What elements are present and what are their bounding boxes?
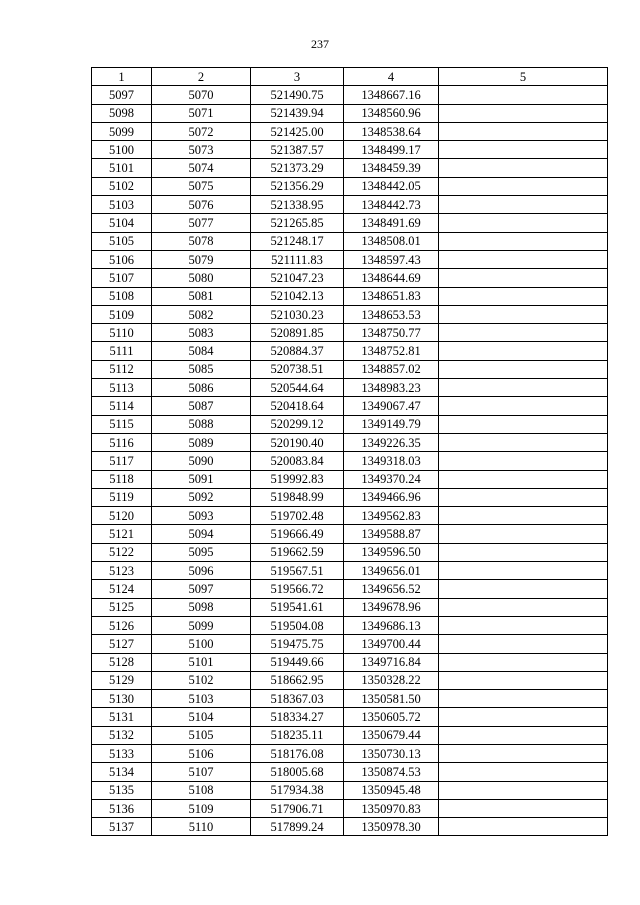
x-coordinate-cell: 517899.24: [251, 818, 344, 836]
sequence-number-cell: 5070: [152, 86, 251, 104]
y-coordinate-cell: 1348597.43: [344, 250, 439, 268]
sequence-number-cell: 5083: [152, 324, 251, 342]
y-coordinate-cell: 1349149.79: [344, 415, 439, 433]
sequence-number-cell: 5104: [152, 708, 251, 726]
x-coordinate-cell: 517906.71: [251, 799, 344, 817]
x-coordinate-cell: 521265.85: [251, 214, 344, 232]
note-cell: [439, 159, 608, 177]
point-number-cell: 5121: [92, 525, 152, 543]
column-header-2: 2: [152, 68, 251, 86]
y-coordinate-cell: 1349466.96: [344, 488, 439, 506]
table-row: [92, 196, 608, 214]
note-cell: [439, 214, 608, 232]
point-number-cell: 5128: [92, 653, 152, 671]
sequence-number-cell: 5071: [152, 104, 251, 122]
coordinates-table: [91, 67, 608, 836]
sequence-number-cell: 5075: [152, 177, 251, 195]
y-coordinate-cell: 1349686.13: [344, 616, 439, 634]
x-coordinate-cell: 521111.83: [251, 250, 344, 268]
x-coordinate-cell: 519449.66: [251, 653, 344, 671]
x-coordinate-cell: 518367.03: [251, 690, 344, 708]
column-header-4: 4: [344, 68, 439, 86]
table-row: [92, 177, 608, 195]
note-cell: [439, 690, 608, 708]
x-coordinate-cell: 518662.95: [251, 671, 344, 689]
table-row: [92, 726, 608, 744]
point-number-cell: 5122: [92, 543, 152, 561]
note-cell: [439, 726, 608, 744]
point-number-cell: 5133: [92, 744, 152, 762]
x-coordinate-cell: 520891.85: [251, 324, 344, 342]
point-number-cell: 5132: [92, 726, 152, 744]
note-cell: [439, 598, 608, 616]
point-number-cell: 5100: [92, 141, 152, 159]
note-cell: [439, 177, 608, 195]
point-number-cell: 5106: [92, 250, 152, 268]
y-coordinate-cell: 1349318.03: [344, 452, 439, 470]
point-number-cell: 5120: [92, 507, 152, 525]
note-cell: [439, 744, 608, 762]
x-coordinate-cell: 519475.75: [251, 635, 344, 653]
sequence-number-cell: 5093: [152, 507, 251, 525]
point-number-cell: 5102: [92, 177, 152, 195]
sequence-number-cell: 5108: [152, 781, 251, 799]
y-coordinate-cell: 1348508.01: [344, 232, 439, 250]
note-cell: [439, 415, 608, 433]
note-cell: [439, 488, 608, 506]
table-row: [92, 616, 608, 634]
note-cell: [439, 287, 608, 305]
point-number-cell: 5117: [92, 452, 152, 470]
table-row: [92, 159, 608, 177]
sequence-number-cell: 5101: [152, 653, 251, 671]
note-cell: [439, 196, 608, 214]
sequence-number-cell: 5096: [152, 562, 251, 580]
sequence-number-cell: 5082: [152, 305, 251, 323]
x-coordinate-cell: 521425.00: [251, 122, 344, 140]
note-cell: [439, 122, 608, 140]
note-cell: [439, 653, 608, 671]
note-cell: [439, 379, 608, 397]
note-cell: [439, 818, 608, 836]
sequence-number-cell: 5100: [152, 635, 251, 653]
y-coordinate-cell: 1348538.64: [344, 122, 439, 140]
column-header-5: 5: [439, 68, 608, 86]
x-coordinate-cell: 519504.08: [251, 616, 344, 634]
note-cell: [439, 562, 608, 580]
point-number-cell: 5118: [92, 470, 152, 488]
x-coordinate-cell: 520190.40: [251, 433, 344, 451]
point-number-cell: 5111: [92, 342, 152, 360]
sequence-number-cell: 5078: [152, 232, 251, 250]
note-cell: [439, 104, 608, 122]
x-coordinate-cell: 518005.68: [251, 763, 344, 781]
y-coordinate-cell: 1348651.83: [344, 287, 439, 305]
x-coordinate-cell: 520083.84: [251, 452, 344, 470]
table-row: [92, 104, 608, 122]
header-row: [92, 68, 608, 86]
table-row: [92, 799, 608, 817]
note-cell: [439, 507, 608, 525]
sequence-number-cell: 5105: [152, 726, 251, 744]
table-row: [92, 86, 608, 104]
x-coordinate-cell: 521490.75: [251, 86, 344, 104]
table-row: [92, 635, 608, 653]
table-row: [92, 470, 608, 488]
point-number-cell: 5103: [92, 196, 152, 214]
point-number-cell: 5113: [92, 379, 152, 397]
sequence-number-cell: 5085: [152, 360, 251, 378]
sequence-number-cell: 5076: [152, 196, 251, 214]
sequence-number-cell: 5077: [152, 214, 251, 232]
y-coordinate-cell: 1349370.24: [344, 470, 439, 488]
y-coordinate-cell: 1349226.35: [344, 433, 439, 451]
table-row: [92, 763, 608, 781]
y-coordinate-cell: 1349588.87: [344, 525, 439, 543]
y-coordinate-cell: 1348750.77: [344, 324, 439, 342]
table-header: [92, 68, 608, 86]
y-coordinate-cell: 1348491.69: [344, 214, 439, 232]
point-number-cell: 5104: [92, 214, 152, 232]
sequence-number-cell: 5084: [152, 342, 251, 360]
note-cell: [439, 360, 608, 378]
sequence-number-cell: 5110: [152, 818, 251, 836]
note-cell: [439, 708, 608, 726]
note-cell: [439, 324, 608, 342]
sequence-number-cell: 5103: [152, 690, 251, 708]
sequence-number-cell: 5089: [152, 433, 251, 451]
table-row: [92, 305, 608, 323]
y-coordinate-cell: 1350970.83: [344, 799, 439, 817]
table-row: [92, 415, 608, 433]
point-number-cell: 5114: [92, 397, 152, 415]
table-row: [92, 671, 608, 689]
x-coordinate-cell: 517934.38: [251, 781, 344, 799]
x-coordinate-cell: 521356.29: [251, 177, 344, 195]
point-number-cell: 5098: [92, 104, 152, 122]
table-row: [92, 342, 608, 360]
point-number-cell: 5108: [92, 287, 152, 305]
note-cell: [439, 781, 608, 799]
table-row: [92, 653, 608, 671]
point-number-cell: 5110: [92, 324, 152, 342]
column-header-3: 3: [251, 68, 344, 86]
sequence-number-cell: 5099: [152, 616, 251, 634]
sequence-number-cell: 5094: [152, 525, 251, 543]
y-coordinate-cell: 1350945.48: [344, 781, 439, 799]
note-cell: [439, 433, 608, 451]
point-number-cell: 5126: [92, 616, 152, 634]
point-number-cell: 5127: [92, 635, 152, 653]
point-number-cell: 5105: [92, 232, 152, 250]
y-coordinate-cell: 1349067.47: [344, 397, 439, 415]
table-row: [92, 598, 608, 616]
point-number-cell: 5125: [92, 598, 152, 616]
y-coordinate-cell: 1348983.23: [344, 379, 439, 397]
point-number-cell: 5129: [92, 671, 152, 689]
table-row: [92, 397, 608, 415]
table-row: [92, 214, 608, 232]
y-coordinate-cell: 1350679.44: [344, 726, 439, 744]
table-row: [92, 287, 608, 305]
sequence-number-cell: 5080: [152, 269, 251, 287]
x-coordinate-cell: 520299.12: [251, 415, 344, 433]
y-coordinate-cell: 1350730.13: [344, 744, 439, 762]
x-coordinate-cell: 521439.94: [251, 104, 344, 122]
sequence-number-cell: 5098: [152, 598, 251, 616]
y-coordinate-cell: 1350581.50: [344, 690, 439, 708]
note-cell: [439, 452, 608, 470]
table-row: [92, 324, 608, 342]
point-number-cell: 5101: [92, 159, 152, 177]
note-cell: [439, 342, 608, 360]
sequence-number-cell: 5102: [152, 671, 251, 689]
y-coordinate-cell: 1348499.17: [344, 141, 439, 159]
x-coordinate-cell: 518235.11: [251, 726, 344, 744]
table-row: [92, 525, 608, 543]
x-coordinate-cell: 519541.61: [251, 598, 344, 616]
sequence-number-cell: 5088: [152, 415, 251, 433]
note-cell: [439, 269, 608, 287]
point-number-cell: 5136: [92, 799, 152, 817]
table-row: [92, 562, 608, 580]
note-cell: [439, 671, 608, 689]
column-header-1: 1: [92, 68, 152, 86]
x-coordinate-cell: 521030.23: [251, 305, 344, 323]
y-coordinate-cell: 1348560.96: [344, 104, 439, 122]
table-body: [92, 86, 608, 836]
y-coordinate-cell: 1350874.53: [344, 763, 439, 781]
sequence-number-cell: 5086: [152, 379, 251, 397]
table-row: [92, 818, 608, 836]
point-number-cell: 5109: [92, 305, 152, 323]
sequence-number-cell: 5073: [152, 141, 251, 159]
table-row: [92, 781, 608, 799]
y-coordinate-cell: 1348442.73: [344, 196, 439, 214]
note-cell: [439, 470, 608, 488]
table-row: [92, 122, 608, 140]
x-coordinate-cell: 520418.64: [251, 397, 344, 415]
note-cell: [439, 250, 608, 268]
y-coordinate-cell: 1350605.72: [344, 708, 439, 726]
x-coordinate-cell: 519848.99: [251, 488, 344, 506]
y-coordinate-cell: 1349562.83: [344, 507, 439, 525]
sequence-number-cell: 5109: [152, 799, 251, 817]
sequence-number-cell: 5074: [152, 159, 251, 177]
y-coordinate-cell: 1349678.96: [344, 598, 439, 616]
table-row: [92, 507, 608, 525]
note-cell: [439, 305, 608, 323]
note-cell: [439, 763, 608, 781]
y-coordinate-cell: 1350978.30: [344, 818, 439, 836]
point-number-cell: 5137: [92, 818, 152, 836]
table-row: [92, 379, 608, 397]
point-number-cell: 5116: [92, 433, 152, 451]
x-coordinate-cell: 518176.08: [251, 744, 344, 762]
note-cell: [439, 635, 608, 653]
table-row: [92, 232, 608, 250]
point-number-cell: 5097: [92, 86, 152, 104]
point-number-cell: 5135: [92, 781, 152, 799]
sequence-number-cell: 5087: [152, 397, 251, 415]
note-cell: [439, 543, 608, 561]
y-coordinate-cell: 1348459.39: [344, 159, 439, 177]
table-row: [92, 141, 608, 159]
point-number-cell: 5131: [92, 708, 152, 726]
note-cell: [439, 397, 608, 415]
note-cell: [439, 86, 608, 104]
x-coordinate-cell: 520884.37: [251, 342, 344, 360]
table-row: [92, 580, 608, 598]
note-cell: [439, 525, 608, 543]
x-coordinate-cell: 521248.17: [251, 232, 344, 250]
point-number-cell: 5123: [92, 562, 152, 580]
x-coordinate-cell: 520738.51: [251, 360, 344, 378]
y-coordinate-cell: 1349596.50: [344, 543, 439, 561]
sequence-number-cell: 5072: [152, 122, 251, 140]
y-coordinate-cell: 1349700.44: [344, 635, 439, 653]
sequence-number-cell: 5106: [152, 744, 251, 762]
point-number-cell: 5124: [92, 580, 152, 598]
table-row: [92, 433, 608, 451]
y-coordinate-cell: 1348653.53: [344, 305, 439, 323]
table-row: [92, 543, 608, 561]
table-row: [92, 269, 608, 287]
y-coordinate-cell: 1348644.69: [344, 269, 439, 287]
table-row: [92, 744, 608, 762]
table-row: [92, 708, 608, 726]
sequence-number-cell: 5107: [152, 763, 251, 781]
note-cell: [439, 232, 608, 250]
table-row: [92, 452, 608, 470]
sequence-number-cell: 5097: [152, 580, 251, 598]
x-coordinate-cell: 518334.27: [251, 708, 344, 726]
x-coordinate-cell: 521042.13: [251, 287, 344, 305]
note-cell: [439, 580, 608, 598]
x-coordinate-cell: 521387.57: [251, 141, 344, 159]
table-row: [92, 690, 608, 708]
y-coordinate-cell: 1349656.52: [344, 580, 439, 598]
x-coordinate-cell: 521338.95: [251, 196, 344, 214]
sequence-number-cell: 5079: [152, 250, 251, 268]
point-number-cell: 5115: [92, 415, 152, 433]
y-coordinate-cell: 1349716.84: [344, 653, 439, 671]
point-number-cell: 5130: [92, 690, 152, 708]
table-row: [92, 360, 608, 378]
x-coordinate-cell: 519666.49: [251, 525, 344, 543]
note-cell: [439, 799, 608, 817]
y-coordinate-cell: 1348667.16: [344, 86, 439, 104]
sequence-number-cell: 5095: [152, 543, 251, 561]
table-row: [92, 488, 608, 506]
point-number-cell: 5119: [92, 488, 152, 506]
point-number-cell: 5107: [92, 269, 152, 287]
y-coordinate-cell: 1348857.02: [344, 360, 439, 378]
x-coordinate-cell: 519702.48: [251, 507, 344, 525]
x-coordinate-cell: 519662.59: [251, 543, 344, 561]
sequence-number-cell: 5081: [152, 287, 251, 305]
point-number-cell: 5112: [92, 360, 152, 378]
y-coordinate-cell: 1348752.81: [344, 342, 439, 360]
sequence-number-cell: 5090: [152, 452, 251, 470]
sequence-number-cell: 5091: [152, 470, 251, 488]
point-number-cell: 5099: [92, 122, 152, 140]
page-number: 237: [311, 37, 329, 51]
x-coordinate-cell: 519566.72: [251, 580, 344, 598]
y-coordinate-cell: 1350328.22: [344, 671, 439, 689]
y-coordinate-cell: 1348442.05: [344, 177, 439, 195]
x-coordinate-cell: 519992.83: [251, 470, 344, 488]
note-cell: [439, 141, 608, 159]
note-cell: [439, 616, 608, 634]
x-coordinate-cell: 519567.51: [251, 562, 344, 580]
point-number-cell: 5134: [92, 763, 152, 781]
sequence-number-cell: 5092: [152, 488, 251, 506]
table-row: [92, 250, 608, 268]
x-coordinate-cell: 521047.23: [251, 269, 344, 287]
x-coordinate-cell: 521373.29: [251, 159, 344, 177]
x-coordinate-cell: 520544.64: [251, 379, 344, 397]
y-coordinate-cell: 1349656.01: [344, 562, 439, 580]
